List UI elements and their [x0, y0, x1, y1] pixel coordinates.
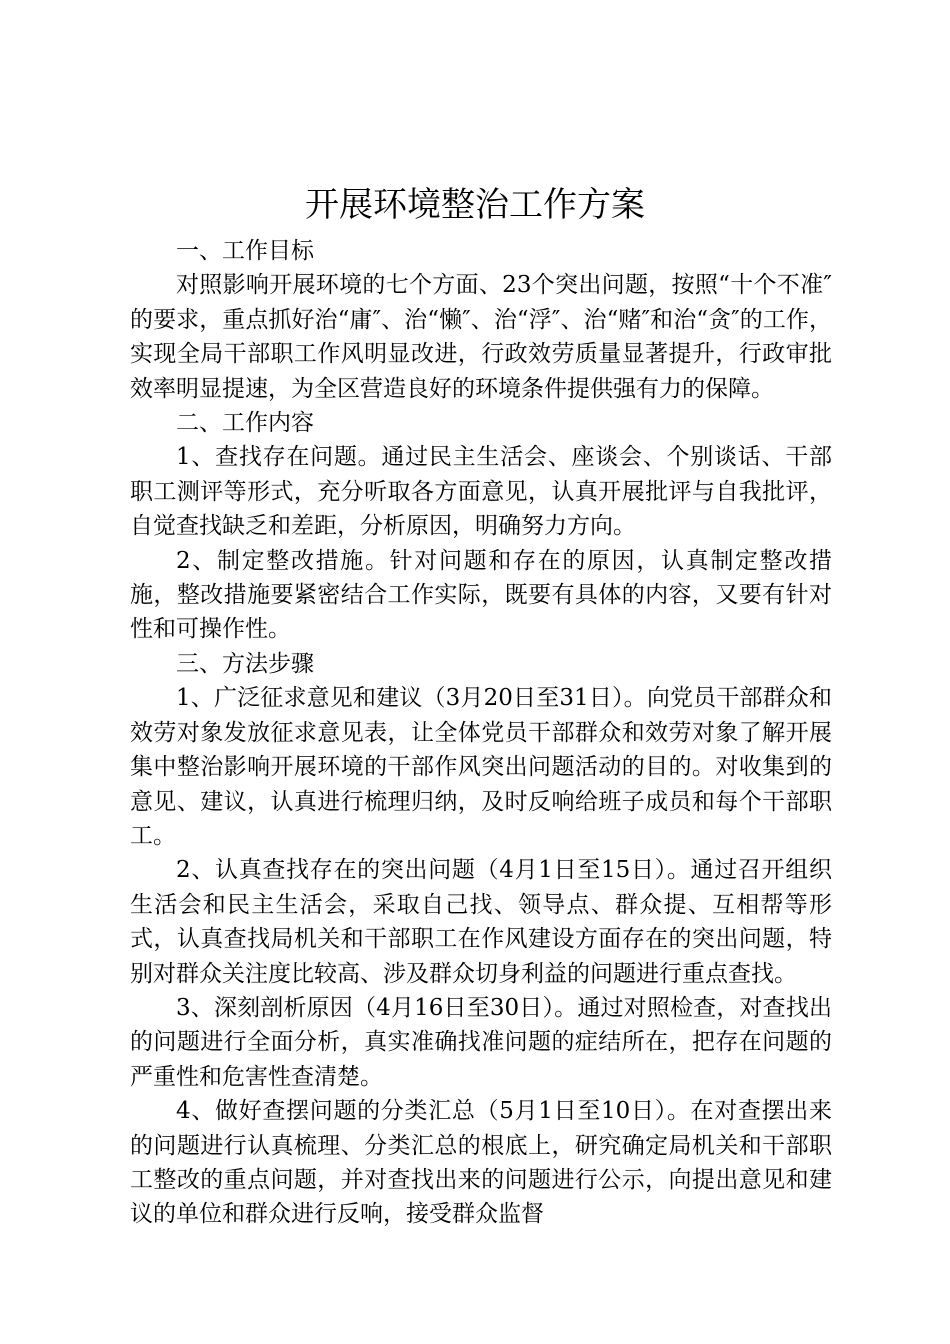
- section-heading-content: 二、工作内容: [176, 410, 314, 437]
- steps-paragraph-1: 1、广泛征求意见和建议（3月20日至31日）。向党员干部群众和效劳对象发放征求意见表，让全体党员干部群众和效劳对象了解开展集中整治影响开展环境的干部作风突出问题活动的目的。对收集到的意见、建议，认真进行梳理归纳，及时反响给班子成员和每个干部职工。: [130, 685, 832, 849]
- section-heading-steps: 三、方法步骤: [176, 650, 314, 677]
- goals-paragraph: 对照影响开展环境的七个方面、23个突出问题，按照“十个不准″的要求，重点抓好治“庸″、治“懒″、治“浮″、治“赌″和治“贪″的工作，实现全局干部职工作风明显改进，行政效劳质量显著提升，行政审批效率明显提速，为全区营造良好的环境条件提供强有力的保障。: [130, 272, 832, 402]
- steps-paragraph-3: 3、深刻剖析原因（4月16日至30日）。通过对照检查，对查找出的问题进行全面分析，真实准确找准问题的症结所在，把存在问题的严重性和危害性查清楚。: [130, 994, 832, 1090]
- section-heading-goals: 一、工作目标: [176, 238, 314, 264]
- document-title: 开展环境整治工作方案: [305, 185, 645, 225]
- steps-paragraph-2: 2、认真查找存在的突出问题（4月1日至15日）。通过召开组织生活会和民主生活会，采取自己找、领导点、群众提、互相帮等形式，认真查找局机关和干部职工在作风建设方面存在的突出问题，特别对群众关注度比较高、涉及群众切身利益的问题进行重点查找。: [130, 857, 832, 987]
- content-paragraph-1: 1、查找存在问题。通过民主生活会、座谈会、个别谈话、干部职工测评等形式，充分听取各方面意见，认真开展批评与自我批评，自觉查找缺乏和差距，分析原因，明确努力方向。: [130, 444, 832, 540]
- steps-paragraph-4: 4、做好查摆问题的分类汇总（5月1日至10日）。在对查摆出来的问题进行认真梳理、分类汇总的根底上，研究确定局机关和干部职工整改的重点问题，并对查找出来的问题进行公示，向提出意见和建议的单位和群众进行反响，接受群众监督: [130, 1098, 832, 1228]
- content-paragraph-2: 2、制定整改措施。针对问题和存在的原因，认真制定整改措施，整改措施要紧密结合工作实际，既要有具体的内容，又要有针对性和可操作性。: [130, 547, 832, 643]
- document-body: [130, 234, 832, 1232]
